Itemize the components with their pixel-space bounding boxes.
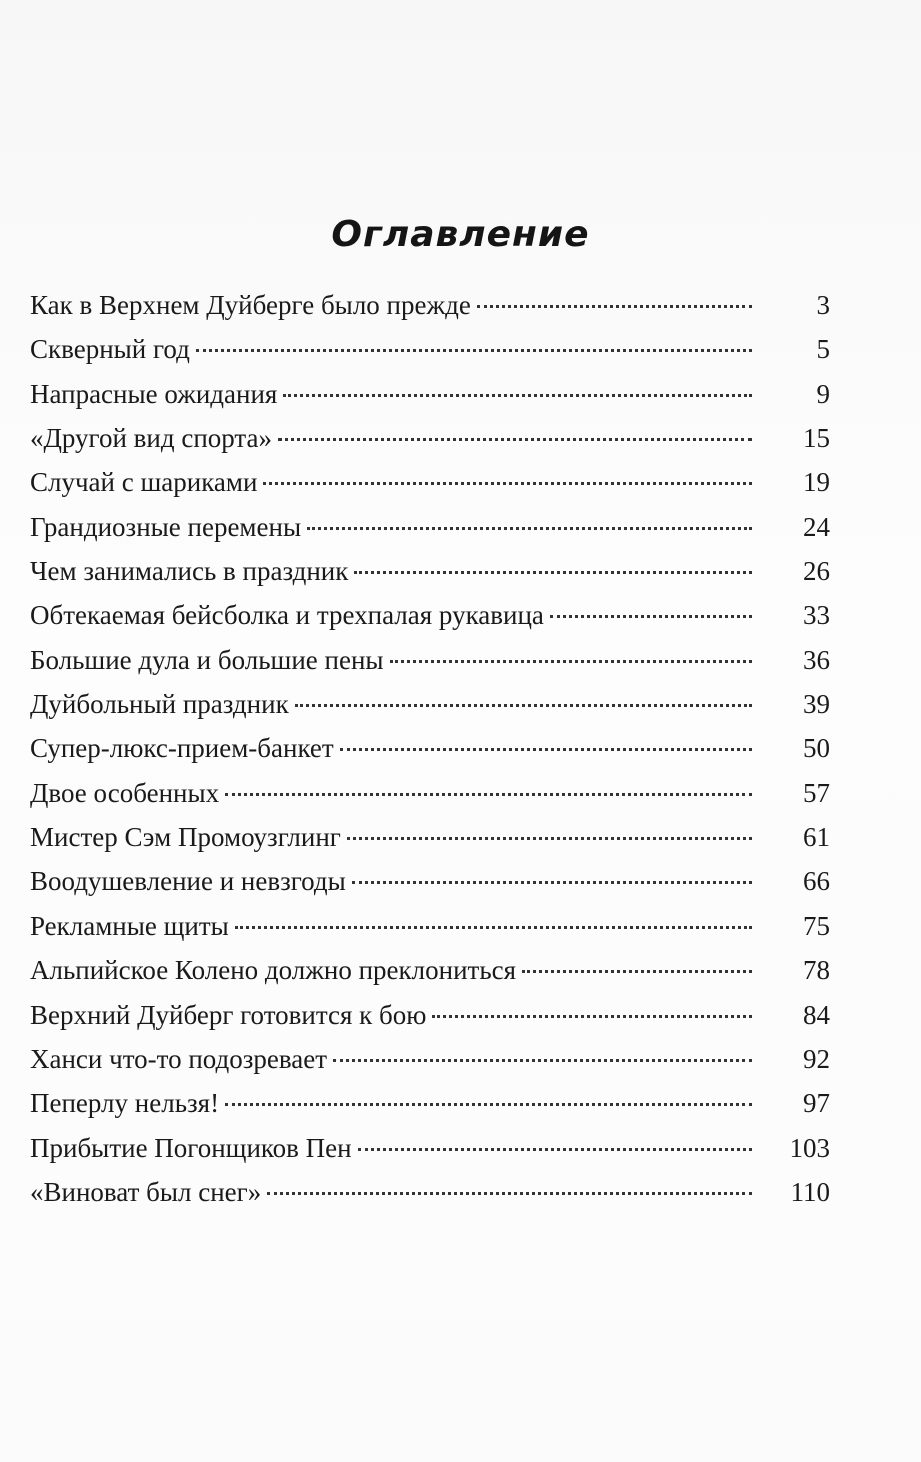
toc-entry xyxy=(30,726,830,770)
toc-entry-page: 78 xyxy=(803,955,830,986)
toc-entry-title: Рекламные щиты xyxy=(30,910,229,941)
toc-entry-title: Случай с шариками xyxy=(30,467,258,498)
toc-entry xyxy=(30,372,830,416)
leader-dots xyxy=(354,571,752,574)
toc-entry xyxy=(30,638,830,682)
toc-entry-page: 110 xyxy=(790,1176,830,1207)
toc-entry xyxy=(30,1081,830,1125)
toc-entry-page: 103 xyxy=(789,1132,830,1163)
toc-entry xyxy=(30,815,830,859)
toc-entry-title: Воодушевление и невзгоды xyxy=(30,866,346,897)
toc-entry xyxy=(30,859,830,903)
toc-entry xyxy=(30,460,830,504)
toc-entry xyxy=(30,1126,830,1170)
toc-entry-title: Скверный год xyxy=(30,334,190,365)
toc-entry xyxy=(30,283,830,327)
leader-dots xyxy=(278,438,752,441)
toc-entry-title: Как в Верхнем Дуйберге было прежде xyxy=(30,290,471,320)
toc-entry-title: Напрасные ожидания xyxy=(30,378,278,409)
toc-entry-title: Альпийское Колено должно преклониться xyxy=(30,955,517,986)
toc-entry xyxy=(30,505,830,549)
leader-dots xyxy=(347,837,752,840)
leader-dots xyxy=(225,1103,752,1106)
toc-entry-title: Супер-люкс-прием-банкет xyxy=(30,733,334,764)
toc-entry xyxy=(30,327,830,371)
toc-entry-page: 61 xyxy=(803,822,830,853)
leader-dots xyxy=(196,349,752,352)
leader-dots xyxy=(550,615,752,618)
leader-dots xyxy=(307,527,752,530)
toc-entry-page: 92 xyxy=(803,1043,830,1074)
toc-entry-page: 26 xyxy=(803,556,830,587)
toc-entry xyxy=(30,904,830,948)
toc-entry-title: Грандиозные перемены xyxy=(30,511,302,542)
toc-entry-title: Верхний Дуйберг готовится к бою xyxy=(30,999,427,1030)
leader-dots xyxy=(477,305,752,308)
toc-entry-title: «Виноват был снег» xyxy=(30,1176,262,1207)
toc-entry-title: Большие дула и большие пены xyxy=(30,644,384,675)
leader-dots xyxy=(340,748,752,751)
toc-entry-page: 33 xyxy=(803,600,830,631)
toc-entry-title: Мистер Сэм Промоузглинг xyxy=(30,822,341,853)
toc-entry xyxy=(30,416,830,460)
toc-entry-title: «Другой вид спорта» xyxy=(30,423,273,454)
toc-entry-page: 75 xyxy=(803,910,830,941)
toc-entry-title: Дуйбольный праздник xyxy=(30,689,289,720)
leader-dots xyxy=(522,970,752,973)
toc-entry-page: 50 xyxy=(803,733,830,764)
toc-entry-page: 9 xyxy=(816,378,830,409)
toc-entry-page: 19 xyxy=(803,467,830,498)
toc-entry-page: 3 xyxy=(816,290,830,320)
leader-dots xyxy=(295,704,752,707)
toc-entry xyxy=(30,593,830,637)
toc-entry-page: 15 xyxy=(803,423,830,454)
toc-entry xyxy=(30,948,830,992)
toc-entry-title: Прибытие Погонщиков Пен xyxy=(30,1132,352,1163)
toc-entry xyxy=(30,993,830,1037)
leader-dots xyxy=(263,482,752,485)
toc-entry xyxy=(30,1170,830,1214)
toc-entry-page: 66 xyxy=(803,866,830,897)
leader-dots xyxy=(432,1015,752,1018)
leader-dots xyxy=(235,926,752,929)
toc-entry xyxy=(30,771,830,815)
toc-entry-title: Обтекаемая бейсболка и трехпалая рукавица xyxy=(30,600,544,631)
page-title: Оглавление xyxy=(331,214,590,255)
leader-dots xyxy=(283,394,752,397)
toc-entry-title: Двое особенных xyxy=(30,777,220,808)
toc-entry-page: 97 xyxy=(803,1088,830,1119)
leader-dots xyxy=(225,793,752,796)
toc-entry-page: 36 xyxy=(803,644,830,675)
table-of-contents xyxy=(30,283,830,1214)
leader-dots xyxy=(390,660,752,663)
toc-entry-title: Пеперлу нельзя! xyxy=(30,1088,220,1119)
toc-entry-page: 84 xyxy=(803,999,830,1030)
toc-entry xyxy=(30,1037,830,1081)
leader-dots xyxy=(267,1192,752,1195)
toc-entry-title: Чем занимались в праздник xyxy=(30,556,349,587)
toc-entry-title: Ханси что-то подозревает xyxy=(30,1043,328,1074)
leader-dots xyxy=(352,881,752,884)
toc-entry xyxy=(30,682,830,726)
toc-entry-page: 5 xyxy=(816,334,830,365)
toc-entry-page: 24 xyxy=(803,511,830,542)
toc-entry-page: 57 xyxy=(803,777,830,808)
leader-dots xyxy=(358,1148,752,1151)
leader-dots xyxy=(333,1059,752,1062)
toc-entry xyxy=(30,549,830,593)
toc-entry-page: 39 xyxy=(803,689,830,720)
